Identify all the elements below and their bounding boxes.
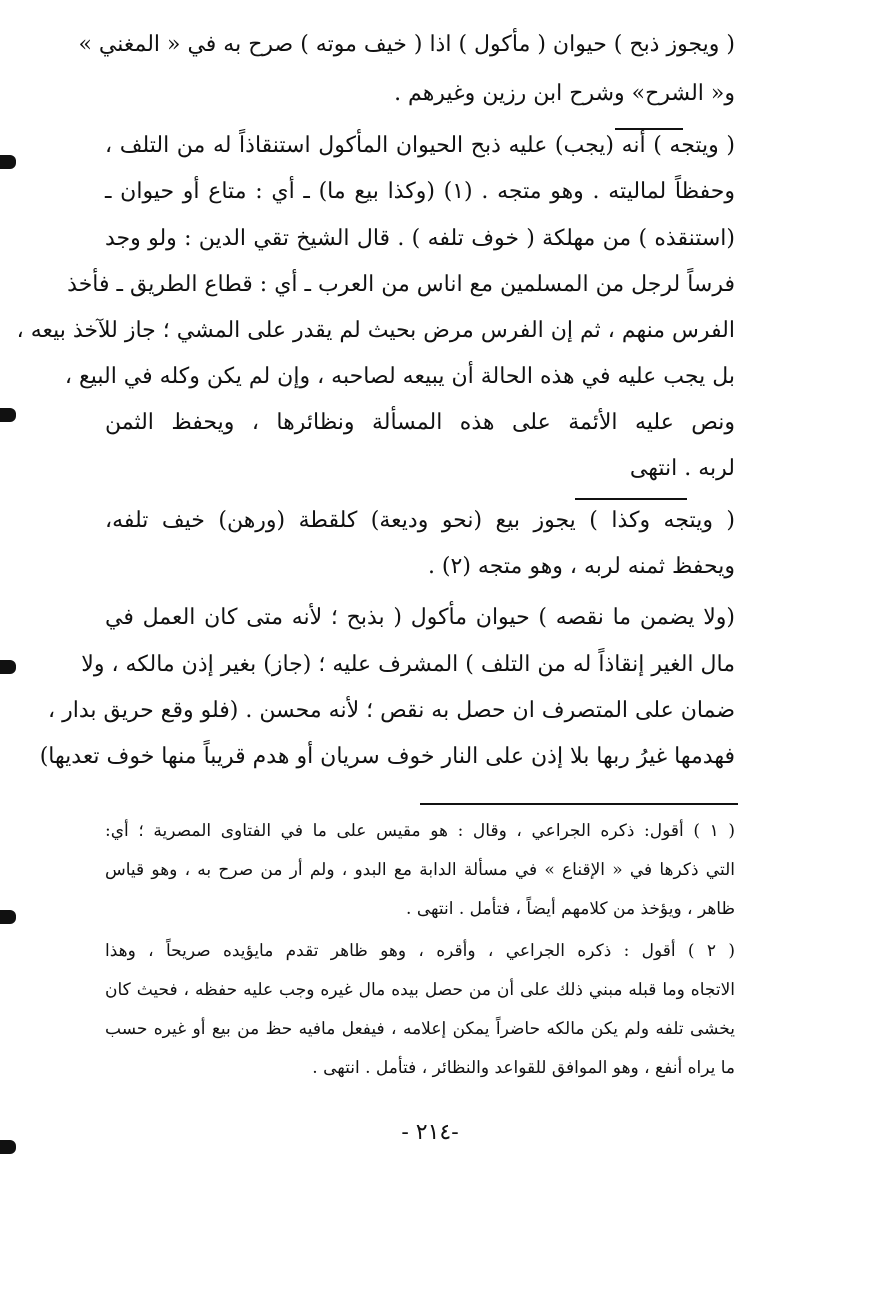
body-line: مال الغير إنقاذاً له من التلف ) المشرف عليه ؛ (جاز) بغير إذن مالكه ، ولا (81, 652, 735, 677)
body-line: ( ويتجه ) أنه (يجب) عليه ذبح الحيوان المأكول استنقاذاً له من التلف ، (105, 133, 735, 158)
margin-mark (0, 408, 16, 422)
body-line: ويحفظ ثمنه لربه ، وهو متجه (٢) . (427, 554, 735, 579)
body-line: وحفظاً لماليته . وهو متجه . (١) (وكذا بيع ما) ـ أي : متاع أو حيوان ـ (105, 179, 735, 204)
footnote-line: التي ذكرها في « الإقناع » في مسألة الدابة مع البدو ، ولم أر من صرح به ، وهو قياس (105, 860, 735, 880)
body-line: (استنقذه ) من مهلكة ( خوف تلفه ) . قال الشيخ تقي الدين : ولو وجد (105, 226, 735, 251)
margin-mark (0, 910, 16, 924)
body-line: الفرس منهم ، ثم إن الفرس مرض بحيث لم يقدر على المشي ؛ جاز للآخذ بيعه ، (16, 318, 735, 343)
footnote-line: ما يراه أنفع ، وهو الموافق للقواعد والنظائر ، فتأمل . انتهى . (312, 1058, 735, 1078)
footnote-line: ظاهر ، ويؤخذ من كلامهم أيضاً ، فتأمل . انتهى . (406, 899, 735, 919)
body-line: ضمان على المتصرف ان حصل به نقص ؛ لأنه محسن . (فلو وقع حريق بدار ، (48, 698, 735, 723)
overline-marker (575, 498, 687, 500)
body-line: فرساً لرجل من المسلمين مع اناس من العرب ـ أي : قطاع الطريق ـ فأخذ (67, 272, 735, 297)
margin-mark (0, 1140, 16, 1154)
margin-mark (0, 660, 16, 674)
body-line: ونص عليه الأئمة على هذه المسألة ونظائرها ، ويحفظ الثمن (105, 410, 735, 435)
footnote-line: ( ١ ) أقول: ذكره الجراعي ، وقال : هو مقيس على ما في الفتاوى المصرية ؛ أي: (105, 821, 735, 841)
footnote-line: يخشى تلفه ولم يكن مالكه حاضراً يمكن إعلامه ، فيفعل مافيه حظ من بيع أو غيره حسب (105, 1019, 735, 1039)
footnote-line: ( ٢ ) أقول : ذكره الجراعي ، وأقره ، وهو ظاهر تقدم مايؤيده صريحاً ، وهذا (105, 941, 736, 961)
margin-mark (0, 155, 16, 169)
body-line: فهدمها غيرُ ربها بلا إذن على النار خوف سريان أو هدم قريباً منها خوف تعديها) (39, 744, 735, 769)
footnote-line: الاتجاه وما قبله مبني ذلك على أن من حصل بيده مال غيره وجب عليه حفظه ، فحيث كان (105, 980, 735, 1000)
overline-marker (615, 128, 683, 130)
page-number: -٢١٤ - (401, 1120, 459, 1145)
body-line: ( ويجوز ذبح ) حيوان ( مأكول ) اذا ( خيف موته ) صرح به في « المغني » (78, 32, 735, 57)
footnote-separator (420, 803, 738, 805)
body-line: و« الشرح» وشرح ابن رزين وغيرهم . (394, 81, 735, 106)
body-line: ( ويتجه وكذا ) يجوز بيع (نحو وديعة) كلقطة (ورهن) خيف تلفه، (105, 508, 735, 533)
body-line: (ولا يضمن ما نقصه ) حيوان مأكول ( بذبح ؛ لأنه متى كان العمل في (105, 605, 735, 630)
body-line: لربه . انتهى (629, 456, 735, 481)
body-line: بل يجب عليه في هذه الحالة أن يبيعه لصاحبه ، وإن لم يكن وكله في البيع ، (64, 364, 735, 389)
